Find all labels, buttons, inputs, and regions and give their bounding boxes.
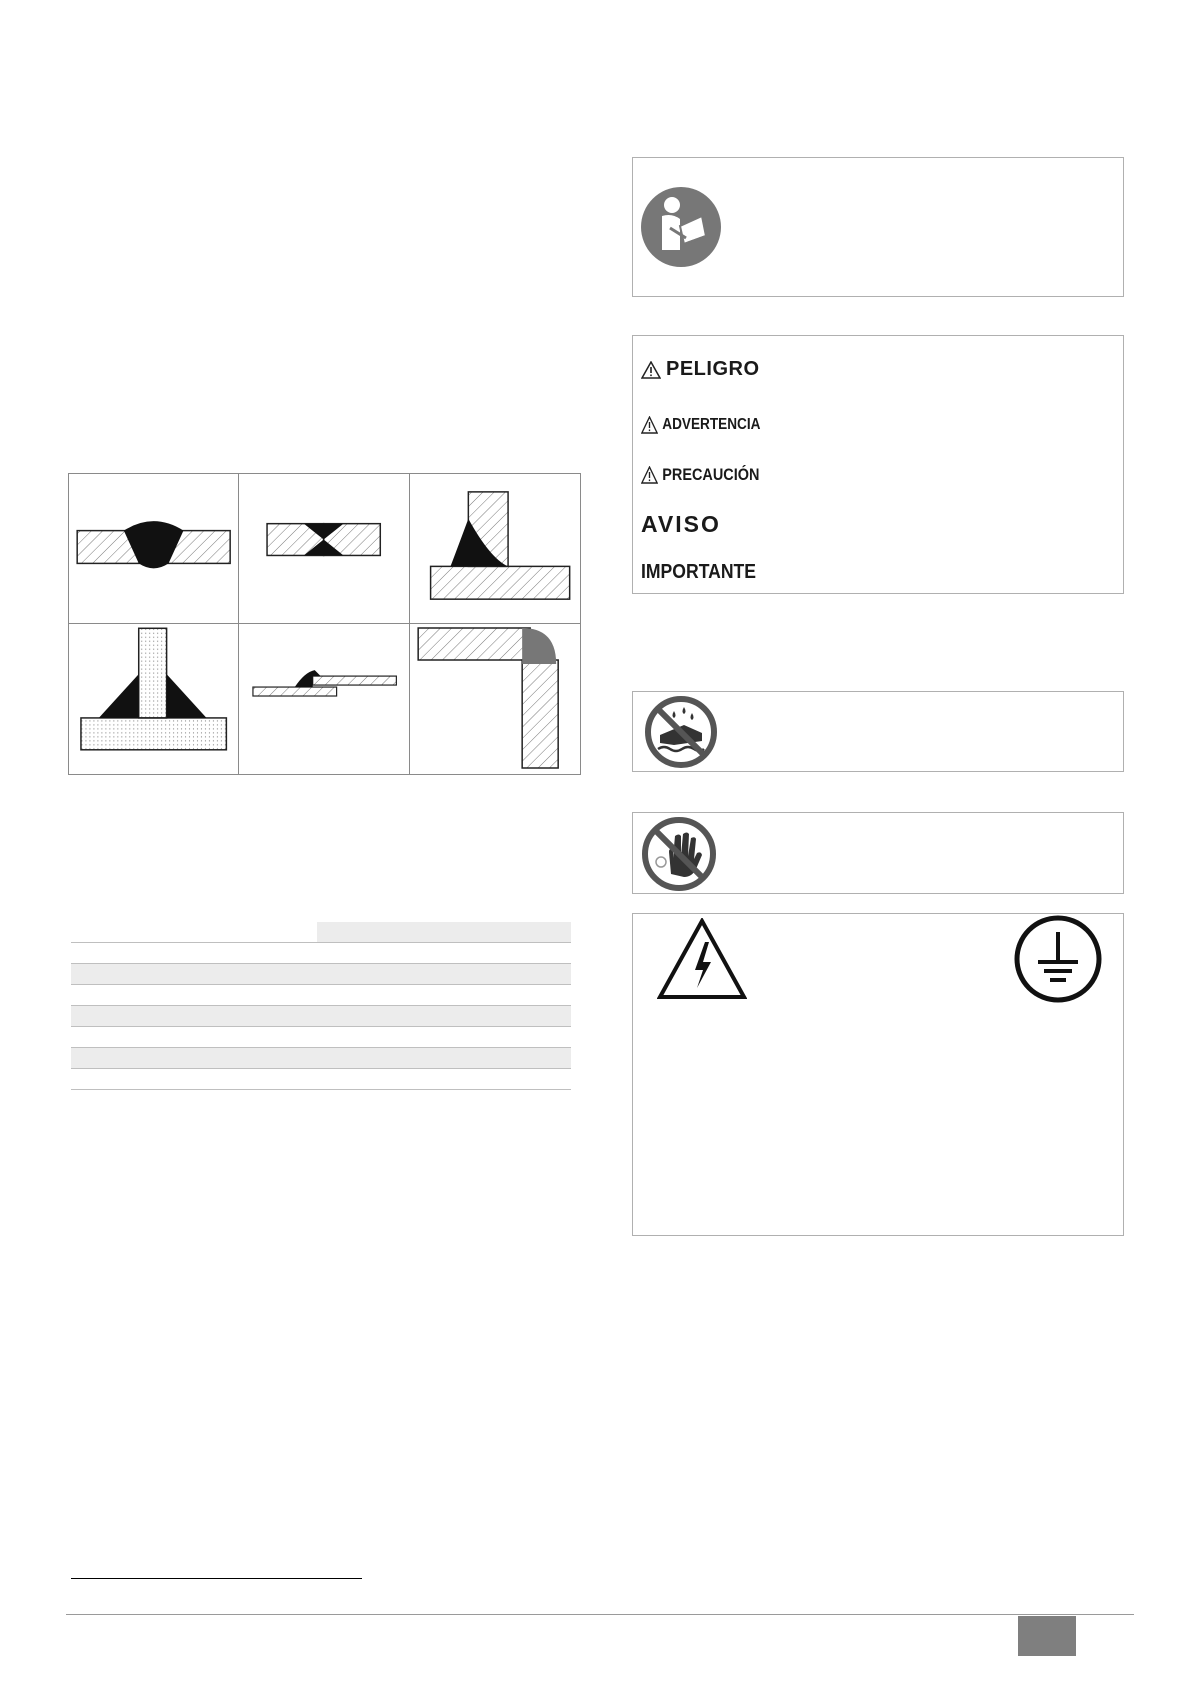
read-manual-icon [640,186,722,268]
electric-shock-warning-icon [657,918,747,1000]
table-row [71,1048,571,1069]
notice-label: AVISO [641,511,721,537]
warning-triangle-icon [641,361,661,379]
lap-joint-cell [239,624,409,774]
notice-signal [641,511,721,538]
tee-joint-double-fillet-icon [69,624,238,774]
butt-joint-double-v-icon [239,474,408,623]
table-row [71,964,571,985]
footer-rule [66,1614,1134,1615]
no-wet-environment-icon [644,695,718,769]
table-row [71,943,571,964]
do-not-touch-icon [641,816,717,892]
butt-joint-v-groove-cell [69,474,239,624]
warning-triangle-icon [641,466,658,484]
outside-corner-joint-icon [410,624,580,774]
weld-joint-grid [68,473,581,775]
outside-corner-joint-cell [410,624,580,774]
electrical-box [632,913,1124,1236]
lap-joint-icon [239,624,408,774]
caution-signal [641,465,759,485]
table-row [71,1027,571,1048]
footnote-rule [71,1578,362,1579]
table-row [71,985,571,1006]
table-row [71,1006,571,1027]
corner-fillet-joint-icon [410,474,580,623]
warning-label: ADVERTENCIA [662,416,761,433]
important-label: IMPORTANTE [641,561,757,583]
important-signal [641,561,756,584]
signal-words-box [632,335,1124,594]
no-wet-box [632,691,1124,772]
corner-fillet-joint-cell [410,474,580,624]
read-manual-box [632,157,1124,297]
warning-signal [641,416,760,434]
protective-earth-ground-icon [1013,914,1103,1004]
spec-table [71,922,571,1090]
page-number-box [1018,1616,1076,1656]
butt-joint-v-groove-icon [69,474,238,623]
tee-joint-double-fillet-cell [69,624,239,774]
spec-table-header [71,922,571,943]
warning-triangle-icon [641,416,658,434]
table-row [71,1069,571,1090]
no-touch-box [632,812,1124,894]
caution-label: PRECAUCIÓN [662,465,760,484]
danger-signal [641,358,760,381]
danger-label: PELIGRO [666,358,760,380]
butt-joint-double-v-cell [239,474,409,624]
